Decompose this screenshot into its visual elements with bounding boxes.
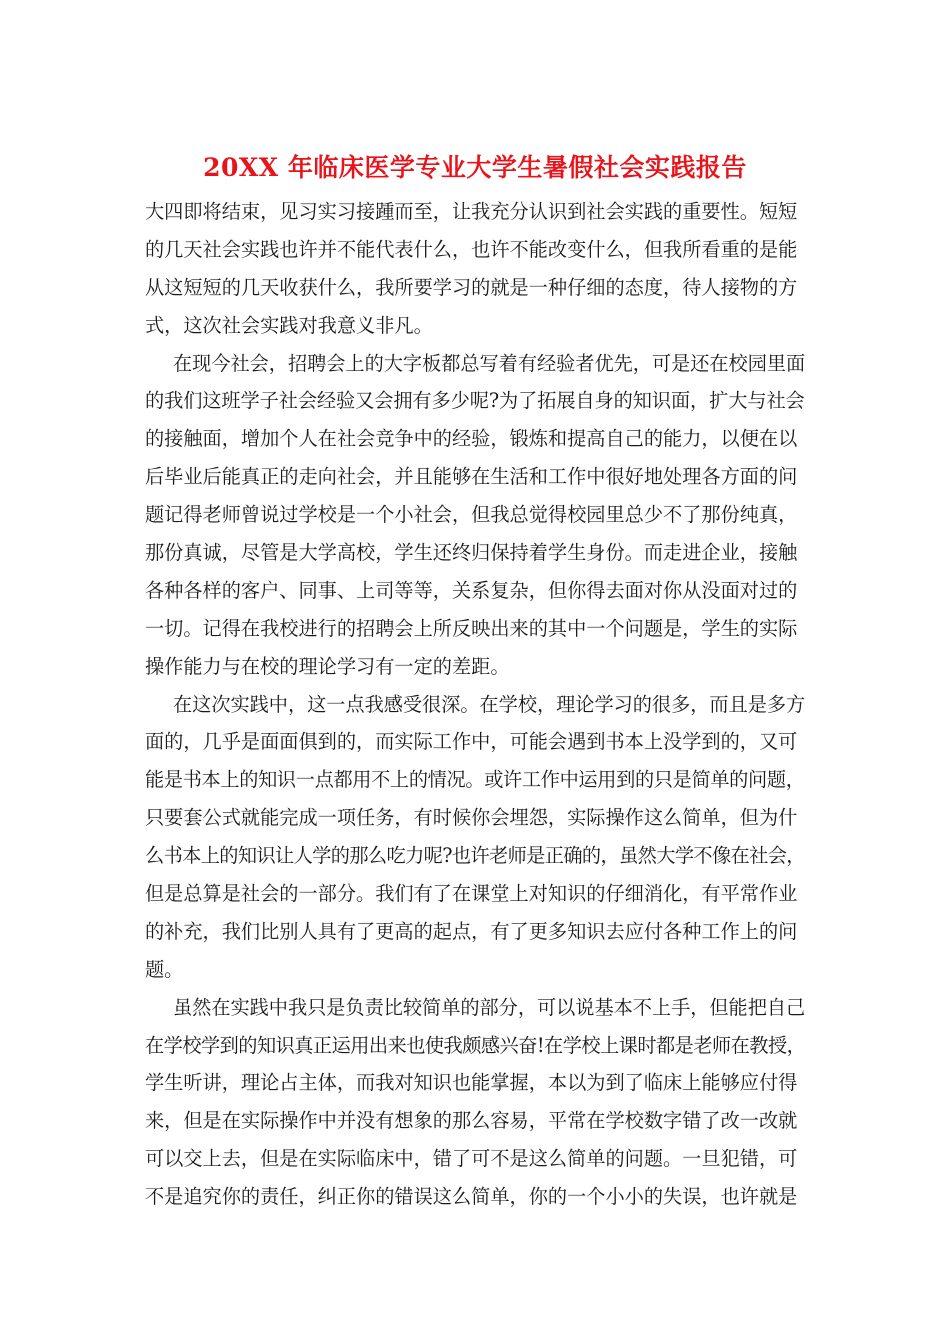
body-line: 的我们这班学子社会经验又会拥有多少呢?为了拓展自身的知识面，扩大与社会 [145,389,805,413]
body-line: 一切。记得在我校进行的招聘会上所反映出来的其中一个问题是，学生的实际 [145,616,798,640]
body-line: 操作能力与在校的理论学习有一定的差距。 [145,654,510,678]
document-title: 20XX 年临床医学专业大学生暑假社会实践报告 [203,153,747,182]
body-line: 题。 [145,957,184,981]
body-line: 的补充，我们比别人具有了更高的起点，有了更多知识去应付各种工作上的问 [145,919,798,943]
body-line: 但是总算是社会的一部分。我们有了在课堂上对知识的仔细消化，有平常作业 [145,882,798,906]
body-line: 在学校学到的知识真正运用出来也使我颇感兴奋!在学校上课时都是老师在教授， [145,1033,806,1057]
body-line: 题记得老师曾说过学校是一个小社会，但我总觉得校园里总少不了那份纯真， [145,503,798,527]
body-line: 来，但是在实际操作中并没有想象的那么容易，平常在学校数字错了改一改就 [145,1109,798,1133]
body-line: 只要套公式就能完成一项任务，有时候你会埋怨，实际操作这么简单，但为什 [145,806,798,830]
body-line: 可以交上去，但是在实际临床中，错了可不是这么简单的问题。一旦犯错，可 [145,1147,798,1171]
body-line: 不是追究你的责任，纠正你的错误这么简单，你的一个小小的失误，也许就是 [145,1185,798,1209]
body-line: 虽然在实践中我只是负责比较简单的部分，可以说基本不上手，但能把自己 [173,995,806,1019]
body-line: 学生听讲，理论占主体，而我对知识也能掌握，本以为到了临床上能够应付得 [145,1071,798,1095]
body-line: 的接触面，增加个人在社会竞争中的经验，锻炼和提高自己的能力，以便在以 [145,427,798,451]
body-line: 式，这次社会实践对我意义非凡。 [145,313,433,337]
body-line: 大四即将结束，见习实习接踵而至，让我充分认识到社会实践的重要性。短短 [145,200,798,223]
body-line: 么书本上的知识让人学的那么吃力呢?也许老师是正确的，虽然大学不像在社会， [145,844,805,868]
body-line: 后毕业后能真正的走向社会，并且能够在生活和工作中很好地处理各方面的问 [145,465,798,489]
body-line: 各种各样的客户、同事、上司等等，关系复杂，但你得去面对你从没面对过的 [145,578,798,602]
body-line: 能是书本上的知识一点都用不上的情况。或许工作中运用到的只是简单的问题， [145,768,805,792]
body-line: 在这次实践中，这一点我感受很深。在学校，理论学习的很多，而且是多方 [173,692,806,716]
body-line: 那份真诚，尽管是大学高校，学生还终归保持着学生身份。而走进企业，接触 [145,541,798,565]
body-line: 面的，几乎是面面俱到的，而实际工作中，可能会遇到书本上没学到的，又可 [145,730,798,754]
body-line: 的几天社会实践也许并不能代表什么，也许不能改变什么，但我所看重的是能 [145,237,798,261]
body-line: 在现今社会，招聘会上的大字板都总写着有经验者优先，可是还在校园里面 [173,351,806,375]
document-body [145,193,805,1216]
body-line: 从这短短的几天收获什么，我所要学习的就是一种仔细的态度，待人接物的方 [145,275,798,299]
